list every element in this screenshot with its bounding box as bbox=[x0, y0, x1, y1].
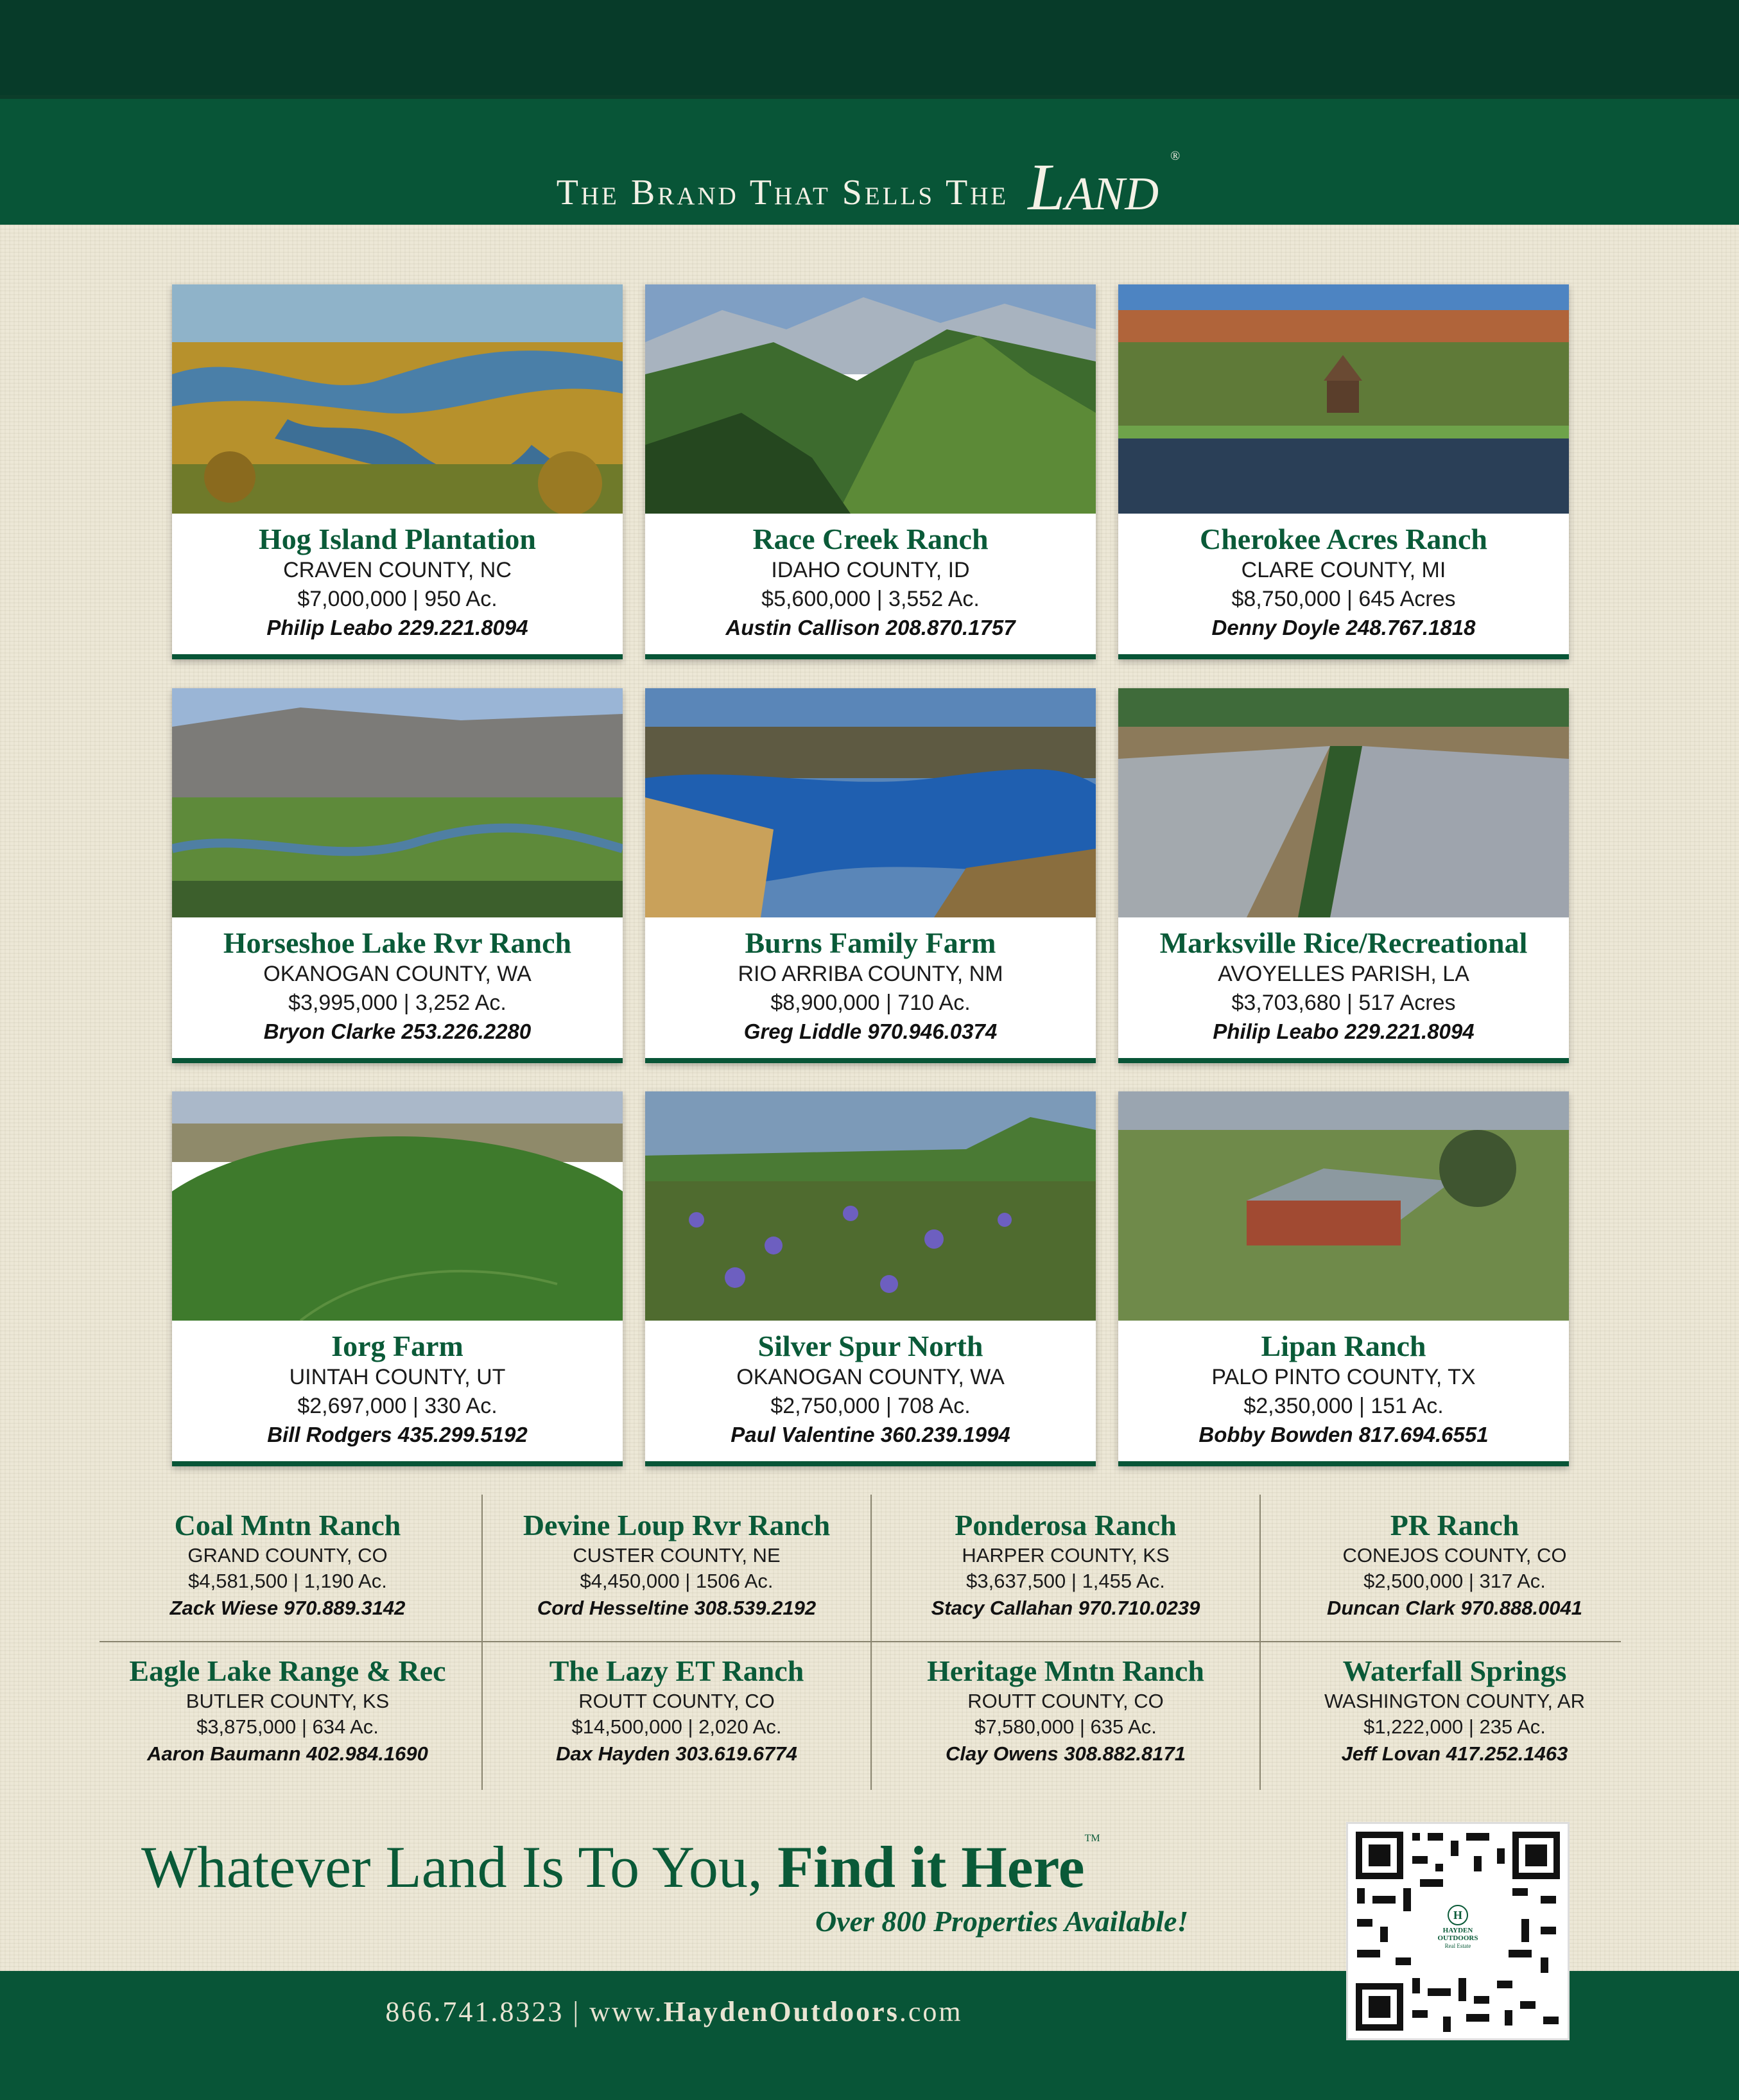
property-county: UINTAH COUNTY, UT bbox=[289, 1365, 506, 1389]
listing-name: Waterfall Springs bbox=[1342, 1654, 1567, 1687]
listing-name: Eagle Lake Range & Rec bbox=[129, 1654, 446, 1687]
listing-price: $14,500,000 | 2,020 Ac. bbox=[571, 1715, 782, 1738]
featured-card[interactable] bbox=[1118, 284, 1569, 659]
agent-contact: Bryon Clarke 253.226.2280 bbox=[263, 1020, 532, 1043]
listing-county: BUTLER COUNTY, KS bbox=[186, 1690, 390, 1712]
listing-item[interactable] bbox=[94, 1508, 481, 1622]
row-divider bbox=[99, 1641, 1621, 1642]
property-price: $8,750,000 | 645 Acres bbox=[1231, 587, 1456, 611]
listing-item[interactable] bbox=[94, 1654, 481, 1768]
property-price: $3,703,680 | 517 Acres bbox=[1231, 991, 1456, 1015]
logo-emblem-icon: H bbox=[1448, 1905, 1468, 1925]
listing-name: Coal Mntn Ranch bbox=[174, 1509, 401, 1541]
property-name: Hog Island Plantation bbox=[259, 523, 536, 555]
listing-county: CONEJOS COUNTY, CO bbox=[1342, 1544, 1567, 1566]
listing-agent: Clay Owens 308.882.8171 bbox=[946, 1742, 1186, 1765]
listing-county: ROUTT COUNTY, CO bbox=[578, 1690, 775, 1712]
url-prefix: www. bbox=[589, 1996, 664, 2027]
property-name: Iorg Farm bbox=[331, 1330, 463, 1362]
listing-agent: Cord Hesseltine 308.539.2192 bbox=[537, 1597, 817, 1619]
featured-card[interactable] bbox=[172, 284, 623, 659]
property-county: CLARE COUNTY, MI bbox=[1241, 558, 1446, 582]
featured-card[interactable] bbox=[172, 688, 623, 1063]
listing-item[interactable] bbox=[1261, 1654, 1648, 1768]
agent-contact: Denny Doyle 248.767.1818 bbox=[1211, 616, 1476, 639]
agent-contact: Austin Callison 208.870.1757 bbox=[725, 616, 1016, 639]
listing-price: $7,580,000 | 635 Ac. bbox=[974, 1715, 1157, 1738]
property-photo bbox=[1118, 1091, 1569, 1321]
property-name: Cherokee Acres Ranch bbox=[1199, 523, 1488, 555]
listing-price: $2,500,000 | 317 Ac. bbox=[1363, 1570, 1546, 1592]
listing-price: $3,637,500 | 1,455 Ac. bbox=[966, 1570, 1165, 1592]
listing-name: Devine Loup Rvr Ranch bbox=[523, 1509, 831, 1541]
property-price: $2,350,000 | 151 Ac. bbox=[1243, 1394, 1444, 1418]
property-photo bbox=[645, 284, 1096, 514]
featured-card[interactable] bbox=[1118, 1091, 1569, 1466]
property-name: Silver Spur North bbox=[757, 1330, 983, 1362]
tagline-main: The Brand That Sells The bbox=[556, 173, 1009, 213]
listing-item[interactable] bbox=[872, 1654, 1259, 1768]
tagline bbox=[0, 149, 1739, 225]
property-price: $8,900,000 | 710 Ac. bbox=[770, 991, 971, 1015]
agent-contact: Paul Valentine 360.239.1994 bbox=[731, 1423, 1010, 1446]
listing-name: Ponderosa Ranch bbox=[955, 1509, 1177, 1541]
property-name: Race Creek Ranch bbox=[752, 523, 989, 555]
property-photo bbox=[172, 284, 623, 514]
property-photo bbox=[1118, 688, 1569, 917]
property-county: OKANOGAN COUNTY, WA bbox=[736, 1365, 1005, 1389]
listing-county: HARPER COUNTY, KS bbox=[962, 1544, 1170, 1566]
listing-agent: Jeff Lovan 417.252.1463 bbox=[1341, 1742, 1568, 1765]
featured-card[interactable] bbox=[172, 1091, 623, 1466]
featured-card[interactable] bbox=[645, 284, 1096, 659]
listing-agent: Zack Wiese 970.889.3142 bbox=[169, 1597, 406, 1619]
logo-line3: Real Estate bbox=[1444, 1943, 1471, 1949]
listing-price: $4,581,500 | 1,190 Ac. bbox=[188, 1570, 387, 1592]
property-county: AVOYELLES PARISH, LA bbox=[1218, 962, 1469, 986]
property-name: Marksville Rice/Recreational bbox=[1159, 926, 1528, 959]
listing-price: $3,875,000 | 634 Ac. bbox=[196, 1715, 379, 1738]
property-photo bbox=[172, 688, 623, 917]
listing-county: CUSTER COUNTY, NE bbox=[573, 1544, 781, 1566]
featured-card[interactable] bbox=[645, 688, 1096, 1063]
property-photo bbox=[172, 1091, 623, 1321]
logo-line1: HAYDEN bbox=[1442, 1927, 1473, 1934]
property-county: RIO ARRIBA COUNTY, NM bbox=[738, 962, 1003, 986]
qr-code[interactable] bbox=[1346, 1822, 1570, 2040]
listing-price: $4,450,000 | 1506 Ac. bbox=[580, 1570, 774, 1592]
slogan bbox=[141, 1833, 1100, 1901]
property-county: IDAHO COUNTY, ID bbox=[771, 558, 970, 582]
registered-mark: ® bbox=[1170, 149, 1183, 163]
website-link[interactable] bbox=[589, 1996, 962, 2027]
trademark: TM bbox=[1084, 1833, 1100, 1844]
property-photo bbox=[645, 1091, 1096, 1321]
listing-item[interactable] bbox=[1261, 1508, 1648, 1622]
url-brand: HaydenOutdoors bbox=[663, 1996, 899, 2027]
agent-contact: Bill Rodgers 435.299.5192 bbox=[267, 1423, 528, 1446]
property-county: PALO PINTO COUNTY, TX bbox=[1211, 1365, 1476, 1389]
featured-card[interactable] bbox=[1118, 688, 1569, 1063]
property-photo bbox=[645, 688, 1096, 917]
agent-contact: Bobby Bowden 817.694.6551 bbox=[1198, 1423, 1489, 1446]
listing-item[interactable] bbox=[483, 1508, 870, 1622]
slogan-emphasis: Find it Here bbox=[777, 1834, 1085, 1900]
top-band bbox=[0, 0, 1739, 95]
properties-count: Over 800 Properties Available! bbox=[815, 1905, 1189, 1938]
listing-item[interactable] bbox=[483, 1654, 870, 1768]
phone-number[interactable]: 866.741.8323 bbox=[385, 1996, 564, 2027]
slogan-lead: Whatever Land Is To You, bbox=[141, 1834, 763, 1900]
property-county: CRAVEN COUNTY, NC bbox=[283, 558, 512, 582]
separator: | bbox=[573, 1996, 581, 2027]
property-price: $5,600,000 | 3,552 Ac. bbox=[761, 587, 980, 611]
listing-name: PR Ranch bbox=[1390, 1509, 1519, 1541]
property-name: Lipan Ranch bbox=[1261, 1330, 1426, 1362]
listing-agent: Stacy Callahan 970.710.0239 bbox=[931, 1597, 1200, 1619]
listing-name: The Lazy ET Ranch bbox=[549, 1654, 804, 1687]
listing-county: ROUTT COUNTY, CO bbox=[967, 1690, 1164, 1712]
listing-item[interactable] bbox=[872, 1508, 1259, 1622]
property-name: Horseshoe Lake Rvr Ranch bbox=[223, 926, 572, 959]
listing-county: WASHINGTON COUNTY, AR bbox=[1324, 1690, 1585, 1712]
property-county: OKANOGAN COUNTY, WA bbox=[263, 962, 532, 986]
listing-price: $1,222,000 | 235 Ac. bbox=[1363, 1715, 1546, 1738]
listing-name: Heritage Mntn Ranch bbox=[927, 1654, 1204, 1687]
agent-contact: Greg Liddle 970.946.0374 bbox=[743, 1020, 998, 1043]
footer-contact bbox=[0, 1995, 1348, 2028]
property-name: Burns Family Farm bbox=[745, 926, 996, 959]
tagline-script: Land bbox=[1028, 150, 1159, 224]
agent-contact: Philip Leabo 229.221.8094 bbox=[1213, 1020, 1475, 1043]
featured-card[interactable] bbox=[645, 1091, 1096, 1466]
listing-agent: Aaron Baumann 402.984.1690 bbox=[147, 1742, 428, 1765]
url-suffix: .com bbox=[899, 1996, 963, 2027]
property-photo bbox=[1118, 284, 1569, 514]
property-price: $3,995,000 | 3,252 Ac. bbox=[288, 991, 506, 1015]
listing-agent: Dax Hayden 303.619.6774 bbox=[556, 1742, 797, 1765]
property-price: $7,000,000 | 950 Ac. bbox=[297, 587, 497, 611]
logo-line2: OUTDOORS bbox=[1437, 1934, 1478, 1942]
listing-county: GRAND COUNTY, CO bbox=[187, 1544, 388, 1566]
hayden-logo bbox=[1419, 1901, 1496, 1960]
property-price: $2,750,000 | 708 Ac. bbox=[770, 1394, 971, 1418]
listing-agent: Duncan Clark 970.888.0041 bbox=[1326, 1597, 1583, 1619]
agent-contact: Philip Leabo 229.221.8094 bbox=[266, 616, 528, 639]
property-price: $2,697,000 | 330 Ac. bbox=[297, 1394, 497, 1418]
